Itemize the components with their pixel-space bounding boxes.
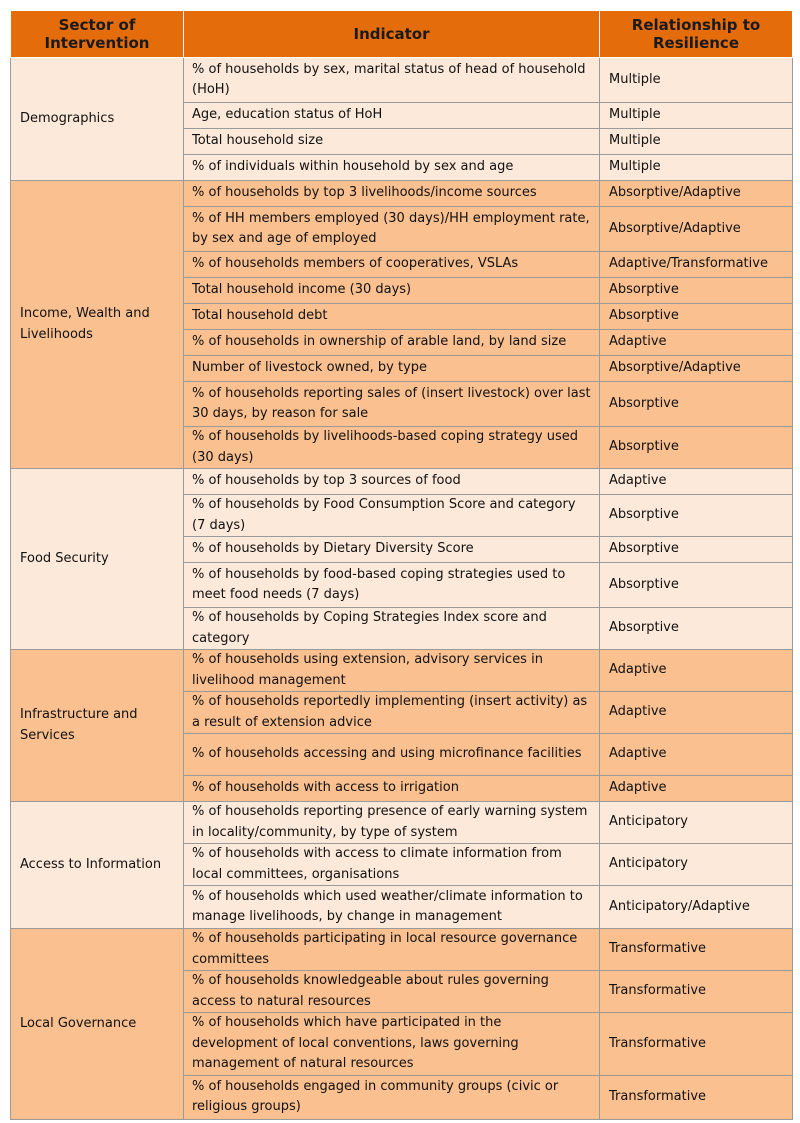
indicator-cell: % of households by Food Consumption Score and category (7 days) — [184, 495, 600, 537]
relationship-cell: Absorptive — [600, 537, 793, 563]
relationship-cell: Anticipatory — [600, 802, 793, 844]
table-body — [11, 58, 793, 1120]
indicator-cell: % of HH members employed (30 days)/HH employment rate, by sex and age of employed — [184, 207, 600, 252]
relationship-cell: Anticipatory — [600, 844, 793, 886]
indicator-cell: % of households with access to irrigation — [184, 776, 600, 802]
header-relationship: Relationship to Resilience — [600, 11, 793, 58]
header-indicator: Indicator — [184, 11, 600, 58]
relationship-cell: Adaptive — [600, 469, 793, 495]
indicator-cell: % of households reportedly implementing (insert activity) as a result of extension advice — [184, 692, 600, 734]
indicator-cell: % of households by top 3 sources of food — [184, 469, 600, 495]
indicator-cell: % of households in ownership of arable land, by land size — [184, 330, 600, 356]
indicator-cell: % of individuals within household by sex and age — [184, 155, 600, 181]
relationship-cell: Absorptive — [600, 563, 793, 608]
relationship-cell: Adaptive — [600, 692, 793, 734]
relationship-cell: Absorptive/Adaptive — [600, 356, 793, 382]
sector-cell: Local Governance — [11, 929, 184, 1120]
relationship-cell: Adaptive — [600, 776, 793, 802]
indicator-cell: % of households members of cooperatives, VSLAs — [184, 252, 600, 278]
relationship-cell: Absorptive — [600, 278, 793, 304]
relationship-cell: Transformative — [600, 1075, 793, 1119]
indicator-cell: Total household debt — [184, 304, 600, 330]
indicator-cell: % of households by food-based coping strategies used to meet food needs (7 days) — [184, 563, 600, 608]
indicator-cell: Age, education status of HoH — [184, 103, 600, 129]
relationship-cell: Multiple — [600, 155, 793, 181]
relationship-cell: Adaptive/Transformative — [600, 252, 793, 278]
relationship-cell: Absorptive — [600, 427, 793, 469]
indicator-cell: Total household size — [184, 129, 600, 155]
table-row — [11, 650, 793, 692]
indicator-cell: % of households engaged in community groups (civic or religious groups) — [184, 1075, 600, 1119]
indicator-cell: % of households reporting presence of early warning system in locality/community, by type of system — [184, 802, 600, 844]
relationship-cell: Absorptive — [600, 382, 793, 427]
indicator-cell: Number of livestock owned, by type — [184, 356, 600, 382]
relationship-cell: Absorptive — [600, 495, 793, 537]
relationship-cell: Transformative — [600, 1013, 793, 1076]
indicator-cell: % of households by Dietary Diversity Score — [184, 537, 600, 563]
relationship-cell: Transformative — [600, 929, 793, 971]
indicator-cell: % of households by top 3 livelihoods/income sources — [184, 181, 600, 207]
relationship-cell: Anticipatory/Adaptive — [600, 886, 793, 929]
relationship-cell: Adaptive — [600, 650, 793, 692]
indicator-cell: % of households which used weather/climate information to manage livelihoods, by change in management — [184, 886, 600, 929]
relationship-cell: Absorptive/Adaptive — [600, 181, 793, 207]
table-row — [11, 469, 793, 495]
sector-cell: Infrastructure and Services — [11, 650, 184, 802]
relationship-cell: Adaptive — [600, 734, 793, 776]
sector-cell: Access to Information — [11, 802, 184, 929]
resilience-indicator-table — [10, 10, 793, 1120]
table-row — [11, 929, 793, 971]
relationship-cell: Multiple — [600, 58, 793, 103]
relationship-cell: Absorptive — [600, 304, 793, 330]
indicator-cell: % of households reporting sales of (insert livestock) over last 30 days, by reason for sale — [184, 382, 600, 427]
indicator-cell: % of households using extension, advisory services in livelihood management — [184, 650, 600, 692]
table-row — [11, 58, 793, 103]
indicator-cell: % of households by Coping Strategies Index score and category — [184, 608, 600, 650]
relationship-cell: Absorptive — [600, 608, 793, 650]
relationship-cell: Multiple — [600, 129, 793, 155]
relationship-cell: Multiple — [600, 103, 793, 129]
sector-cell: Food Security — [11, 469, 184, 650]
table-row — [11, 181, 793, 207]
relationship-cell: Transformative — [600, 971, 793, 1013]
indicator-cell: % of households by livelihoods-based coping strategy used (30 days) — [184, 427, 600, 469]
relationship-cell: Adaptive — [600, 330, 793, 356]
table-row — [11, 802, 793, 844]
header-row — [11, 11, 793, 58]
indicator-cell: % of households knowledgeable about rules governing access to natural resources — [184, 971, 600, 1013]
indicator-cell: % of households by sex, marital status of head of household (HoH) — [184, 58, 600, 103]
indicator-cell: % of households participating in local resource governance committees — [184, 929, 600, 971]
indicator-cell: Total household income (30 days) — [184, 278, 600, 304]
sector-cell: Income, Wealth and Livelihoods — [11, 181, 184, 469]
indicator-cell: % of households with access to climate information from local committees, organisations — [184, 844, 600, 886]
indicator-cell: % of households accessing and using microfinance facilities — [184, 734, 600, 776]
relationship-cell: Absorptive/Adaptive — [600, 207, 793, 252]
header-sector: Sector of Intervention — [11, 11, 184, 58]
sector-cell: Demographics — [11, 58, 184, 181]
indicator-cell: % of households which have participated in the development of local conventions, laws governing management of natural resources — [184, 1013, 600, 1076]
